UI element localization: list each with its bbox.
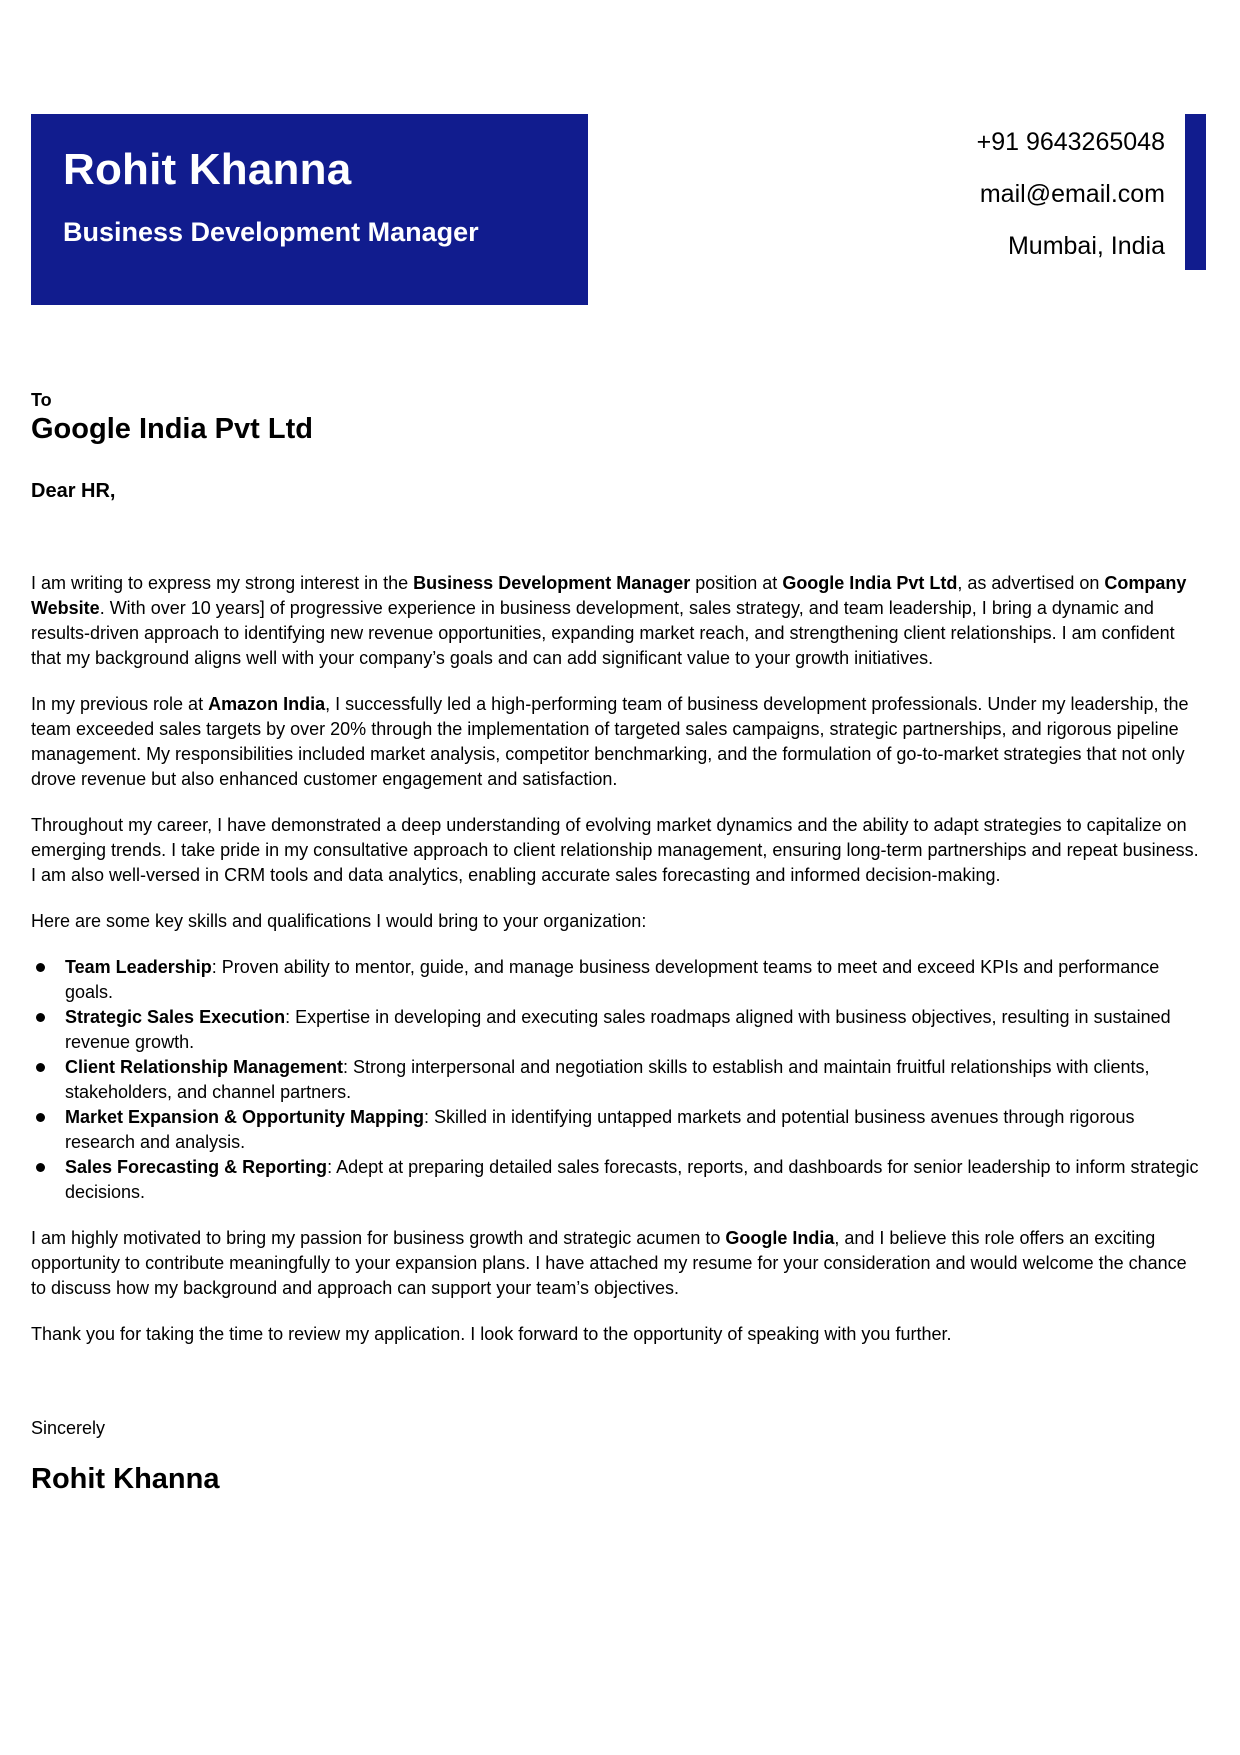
skill-item (31, 1155, 1206, 1205)
contact-location: Mumbai, India (1007, 232, 1165, 260)
skills-intro: Here are some key skills and qualifications I would bring to your organization: (31, 911, 647, 931)
skill-text: : Expertise in developing and executing sales roadmaps aligned with business objectives, resulting in sustained revenue growth. (65, 1007, 1171, 1052)
applicant-title: Business Development Manager (63, 217, 479, 247)
bullet-icon (36, 1113, 45, 1122)
signature-name: Rohit Khanna (31, 1463, 220, 1495)
letter-body (31, 571, 1206, 1368)
bullet-icon (36, 1063, 45, 1072)
skill-title: Client Relationship Management (65, 1057, 344, 1077)
skill-title: Sales Forecasting & Reporting (65, 1157, 328, 1177)
skill-item (31, 955, 1206, 1005)
body-paragraph-5: Thank you for taking the time to review my application. I look forward to the opportunity of speaking with you further. (31, 1324, 952, 1344)
contact-phone: +91 9643265048 (976, 128, 1165, 156)
body-paragraph-1: I am writing to express my strong interest in the Business Development Manager position at Google India Pvt Ltd, as advertised on Company Website. With over 10 years] of progressive experience in business development, sales strategy, and team leadership, I bring a dynamic and results-driven approach to identifying new revenue opportunities, expanding market reach, and strengthening client relationships. I am confident that my background aligns well with your company’s goals and can add significant value to your growth initiatives. (31, 573, 1187, 668)
body-paragraph-4: I am highly motivated to bring my passion for business growth and strategic acumen to Google India, and I believe this role offers an exciting opportunity to contribute meaningfully to your expansion plans. I have attached my resume for your consideration and would welcome the chance to discuss how my background and approach can support your team’s objectives. (31, 1228, 1187, 1298)
salutation: Dear HR, (31, 480, 116, 502)
skill-text: : Strong interpersonal and negotiation skills to establish and maintain fruitful relationships with clients, stakeholders, and channel partners. (65, 1057, 1150, 1102)
skill-title: Market Expansion & Opportunity Mapping (65, 1107, 425, 1127)
bullet-icon (36, 1013, 45, 1022)
contact-block (977, 116, 1165, 272)
skills-list (31, 955, 1206, 1205)
skill-text: : Skilled in identifying untapped markets and potential business avenues through rigorous research and analysis. (65, 1107, 1135, 1152)
bullet-icon (36, 1163, 45, 1172)
header-banner (31, 114, 588, 305)
bullet-icon (36, 963, 45, 972)
skill-text: : Proven ability to mentor, guide, and manage business development teams to meet and exceed KPIs and performance goals. (65, 957, 1160, 1002)
to-label: To (31, 390, 52, 410)
recipient-company: Google India Pvt Ltd (31, 413, 313, 445)
skill-title: Strategic Sales Execution (65, 1007, 286, 1027)
skill-item (31, 1055, 1206, 1105)
skill-title: Team Leadership (65, 957, 212, 977)
body-paragraph-3: Throughout my career, I have demonstrated a deep understanding of evolving market dynamics and the ability to adapt strategies to capitalize on emerging trends. I take pride in my consultative approach to client relationship management, ensuring long-term partnerships and repeat business. I am also well-versed in CRM tools and data analytics, enabling accurate sales forecasting and informed decision-making. (31, 815, 1199, 885)
body-paragraph-2: In my previous role at Amazon India, I successfully led a high-performing team of business development professionals. Under my leadership, the team exceeded sales targets by over 20% through the implementation of targeted sales campaigns, strategic partnerships, and rigorous pipeline management. My responsibilities included market analysis, competitor benchmarking, and the formulation of go-to-market strategies that not only drove revenue but also enhanced customer engagement and satisfaction. (31, 694, 1189, 789)
contact-email: mail@email.com (979, 180, 1165, 208)
accent-bar (1185, 114, 1206, 270)
applicant-name: Rohit Khanna (63, 145, 352, 194)
skill-item (31, 1105, 1206, 1155)
skill-text: : Adept at preparing detailed sales forecasts, reports, and dashboards for senior leadership to inform strategic decisions. (65, 1157, 1199, 1202)
skill-item (31, 1005, 1206, 1055)
closing: Sincerely (31, 1418, 106, 1438)
